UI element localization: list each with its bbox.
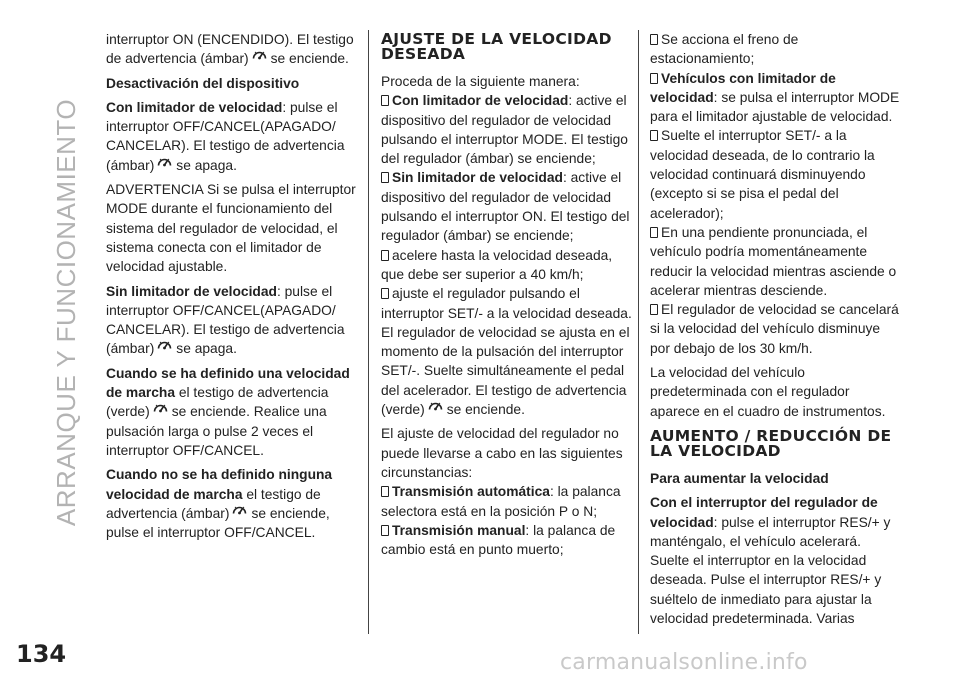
- list-item: Con limitador de velocidad: active el dispositivo del regulador de velocidad pulsando el interruptor MODE. El testigo del regulador (ámbar) se enciende;: [381, 93, 628, 167]
- paragraph: interruptor ON (ENCENDIDO). El testigo de advertencia (ámbar) se enciende.: [106, 32, 354, 67]
- square-bullet-icon: [381, 288, 389, 299]
- cruise-control-indicator-icon: [153, 402, 168, 415]
- section-heading: AJUSTE DE LA VELOCIDAD DESEADA: [381, 30, 612, 63]
- paragraph: Con el interruptor del regulador de velocidad: pulse el interruptor RES/+ y manténgalo, el vehículo acelerará. Suelte el interruptor en la velocidad deseada. Pulse el interruptor RES/+ y suéltelo de inmediato para ajustar la velocidad predeterminada. Varias: [650, 495, 891, 627]
- cruise-control-indicator-icon: [252, 49, 267, 62]
- square-bullet-icon: [650, 34, 658, 45]
- section-sidebar-title: [50, 22, 84, 602]
- paragraph: Con limitador de velocidad: pulse el interruptor OFF/CANCEL(APAGADO/ CANCELAR). El testigo de advertencia (ámbar) se apaga.: [106, 99, 345, 173]
- paragraph: ADVERTENCIA Si se pulsa el interruptor MODE durante el funcionamiento del sistema del regulador de velocidad, el sistema conecta con el limitador de velocidad ajustable.: [106, 182, 356, 275]
- square-bullet-icon: [650, 304, 658, 315]
- paragraph: Cuando se ha definido una velocidad de marcha el testigo de advertencia (verde) se enciende. Realice una pulsación larga o pulse 2 veces el interruptor OFF/CANCEL.: [106, 365, 350, 458]
- list-item: acelere hasta la velocidad deseada, que debe ser superior a 40 km/h;: [381, 247, 613, 282]
- list-item: Se acciona el freno de estacionamiento;: [650, 32, 799, 67]
- square-bullet-icon: [381, 95, 389, 106]
- square-bullet-icon: [381, 172, 389, 183]
- square-bullet-icon: [381, 525, 389, 536]
- list-item: El regulador de velocidad se cancelará si la velocidad del vehículo disminuye por debajo de los 30 km/h.: [650, 302, 899, 356]
- square-bullet-icon: [381, 250, 389, 261]
- section-title-text: ARRANQUE Y FUNCIONAMIENTO: [51, 98, 82, 526]
- paragraph: Sin limitador de velocidad: pulse el interruptor OFF/CANCEL(APAGADO/ CANCELAR). El testigo de advertencia (ámbar) se apaga.: [106, 283, 345, 357]
- square-bullet-icon: [650, 227, 658, 238]
- list-item: Transmisión manual: la palanca de cambio está en punto muerto;: [381, 522, 616, 558]
- watermark: carmanualsonline.info: [560, 650, 808, 675]
- cruise-control-indicator-icon: [157, 339, 172, 352]
- section-heading: AUMENTO / REDUCCIÓN DE LA VELOCIDAD: [650, 426, 892, 460]
- paragraph: Proceda de la siguiente manera:: [381, 74, 580, 89]
- paragraph: La velocidad del vehículo predeterminada con el regulador aparece en el cuadro de instrumentos.: [650, 365, 886, 419]
- list-item: Suelte el interruptor SET/- a la velocidad deseada, de lo contrario la velocidad continuará disminuyendo (excepto si se pisa el pedal del acelerador);: [650, 128, 875, 221]
- list-item: ajuste el regulador pulsando el interruptor SET/- a la velocidad deseada. El regulador de velocidad se ajusta en el momento de la pulsación del interruptor SET/-. Suelte simultáneamente el pedal del acelerador. El testigo de advertencia (verde) se enciende.: [381, 286, 632, 418]
- list-item: Sin limitador de velocidad: active el dispositivo del regulador de velocidad pulsando el interruptor ON. El testigo del regulador (ámbar) se enciende;: [381, 170, 630, 244]
- list-item: Vehículos con limitador de velocidad: se pulsa el interruptor MODE para el limitador ajustable de velocidad.: [650, 70, 900, 125]
- square-bullet-icon: [650, 130, 658, 141]
- column-divider: [638, 30, 639, 634]
- text-column-3: [650, 30, 902, 633]
- paragraph: Cuando no se ha definido ninguna velocidad de marcha el testigo de advertencia (ámbar) se enciende, pulse el interruptor OFF/CANCEL.: [106, 467, 333, 541]
- page-number: 134: [16, 640, 67, 668]
- cruise-control-indicator-icon: [428, 400, 443, 413]
- list-item: En una pendiente pronunciada, el vehículo podría momentáneamente reducir la velocidad mientras asciende o acelerar mientras desciende.: [650, 224, 897, 298]
- column-divider: [368, 30, 369, 634]
- square-bullet-icon: [381, 486, 389, 497]
- text-column-2: [381, 30, 633, 559]
- subheading: Para aumentar la velocidad: [650, 470, 829, 486]
- text-column-1: [106, 30, 358, 547]
- list-item: Transmisión automática: la palanca selectora está en la posición P o N;: [381, 484, 621, 519]
- paragraph: El ajuste de velocidad del regulador no puede llevarse a cabo en las siguientes circunstancias:: [381, 426, 623, 480]
- square-bullet-icon: [650, 73, 658, 84]
- subheading: Desactivación del dispositivo: [106, 75, 300, 91]
- cruise-control-indicator-icon: [157, 156, 172, 169]
- cruise-control-indicator-icon: [232, 504, 247, 517]
